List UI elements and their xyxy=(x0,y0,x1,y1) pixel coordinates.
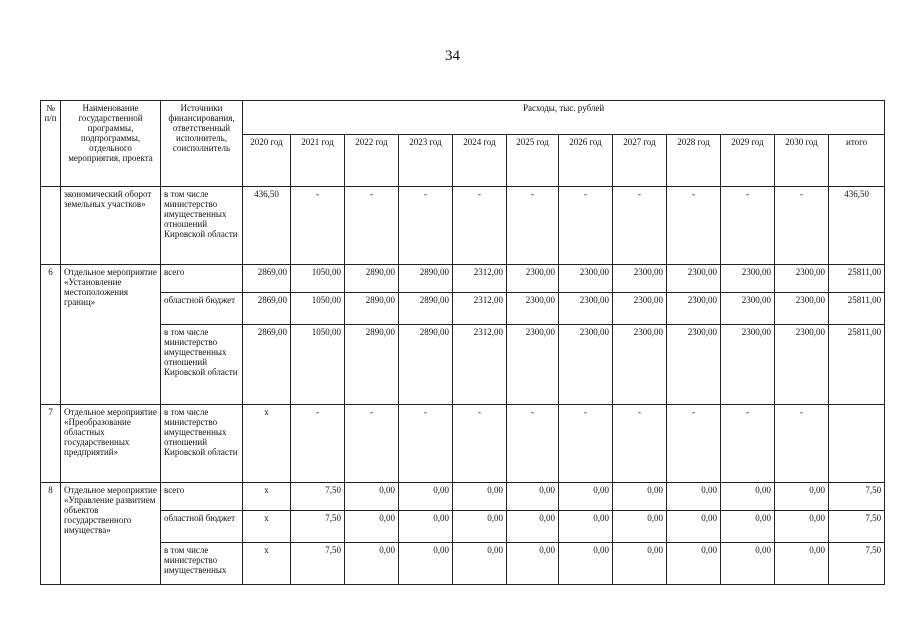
cell-2030: 0,00 xyxy=(775,483,829,511)
cell-2029: - xyxy=(721,405,775,483)
cell-2022: - xyxy=(345,405,399,483)
cell-2028: 0,00 xyxy=(667,511,721,543)
header-expenses: Расходы, тыс. рублей xyxy=(243,101,885,135)
cell-2024: 0,00 xyxy=(453,483,507,511)
header-year-2020: 2020 год xyxy=(243,135,291,187)
cell-total: 7,50 xyxy=(829,543,885,585)
cell-2022: - xyxy=(345,187,399,265)
cell-2027: - xyxy=(613,405,667,483)
header-year-2025: 2025 год xyxy=(507,135,559,187)
cell-2023: 0,00 xyxy=(399,511,453,543)
budget-table xyxy=(40,100,885,585)
cell-2025: 2300,00 xyxy=(507,293,559,325)
cell-2020: 436,50 xyxy=(243,187,291,265)
row-no xyxy=(41,187,61,265)
cell-2021: 7,50 xyxy=(291,511,345,543)
row-source: в том числе министерство имущественных отношений Кировской области xyxy=(161,405,243,483)
cell-total: 25811,00 xyxy=(829,293,885,325)
cell-2029: 0,00 xyxy=(721,511,775,543)
table-row xyxy=(41,483,885,511)
cell-2029: 2300,00 xyxy=(721,325,775,405)
cell-2023: 0,00 xyxy=(399,483,453,511)
cell-2023: - xyxy=(399,187,453,265)
cell-2029: 0,00 xyxy=(721,543,775,585)
cell-2026: 2300,00 xyxy=(559,265,613,293)
cell-2027: 0,00 xyxy=(613,543,667,585)
header-source: Источники финансирования, ответственный исполнитель, соисполнитель xyxy=(161,101,243,187)
cell-2022: 2890,00 xyxy=(345,265,399,293)
cell-2029: 0,00 xyxy=(721,483,775,511)
cell-2022: 0,00 xyxy=(345,483,399,511)
cell-2029: - xyxy=(721,187,775,265)
cell-2029: 2300,00 xyxy=(721,293,775,325)
header-year-2029: 2029 год xyxy=(721,135,775,187)
cell-2020: 2869,00 xyxy=(243,293,291,325)
row-no: 6 xyxy=(41,265,61,405)
cell-2024: 0,00 xyxy=(453,511,507,543)
cell-2020: x xyxy=(243,405,291,483)
row-source: всего xyxy=(161,265,243,293)
cell-2026: - xyxy=(559,187,613,265)
table-row xyxy=(41,325,885,405)
row-source: в том числе министерство имущественных отношений Кировской области xyxy=(161,187,243,265)
cell-2021: 7,50 xyxy=(291,543,345,585)
cell-2030: 2300,00 xyxy=(775,265,829,293)
cell-2025: - xyxy=(507,187,559,265)
row-source: областной бюджет xyxy=(161,511,243,543)
cell-2030: 0,00 xyxy=(775,543,829,585)
header-year-2028: 2028 год xyxy=(667,135,721,187)
row-source: в том числе министерство имущественных отношений Кировской области xyxy=(161,325,243,405)
cell-total: 7,50 xyxy=(829,483,885,511)
cell-2025: 0,00 xyxy=(507,543,559,585)
header-year-2026: 2026 год xyxy=(559,135,613,187)
header-year-2023: 2023 год xyxy=(399,135,453,187)
table-row xyxy=(41,511,885,543)
cell-2028: 2300,00 xyxy=(667,325,721,405)
cell-2028: 0,00 xyxy=(667,543,721,585)
cell-total: 7,50 xyxy=(829,511,885,543)
cell-2027: 2300,00 xyxy=(613,293,667,325)
cell-2030: - xyxy=(775,187,829,265)
header-year-2027: 2027 год xyxy=(613,135,667,187)
cell-2022: 2890,00 xyxy=(345,293,399,325)
table-row xyxy=(41,543,885,585)
cell-total: 25811,00 xyxy=(829,325,885,405)
cell-2023: 2890,00 xyxy=(399,265,453,293)
cell-2024: 2312,00 xyxy=(453,265,507,293)
cell-2027: - xyxy=(613,187,667,265)
cell-2023: 2890,00 xyxy=(399,293,453,325)
row-no: 8 xyxy=(41,483,61,585)
cell-2020: x xyxy=(243,511,291,543)
cell-2026: 0,00 xyxy=(559,483,613,511)
cell-2025: 0,00 xyxy=(507,483,559,511)
cell-2030: - xyxy=(775,405,829,483)
page-number: 34 xyxy=(445,48,460,64)
cell-2021: - xyxy=(291,187,345,265)
cell-2025: 2300,00 xyxy=(507,325,559,405)
cell-total xyxy=(829,405,885,483)
row-name: Отдельное мероприятие «Установление местоположения границ» xyxy=(61,265,161,405)
cell-2021: 1050,00 xyxy=(291,293,345,325)
cell-2027: 0,00 xyxy=(613,483,667,511)
cell-2021: 7,50 xyxy=(291,483,345,511)
row-source: областной бюджет xyxy=(161,293,243,325)
cell-2026: 0,00 xyxy=(559,543,613,585)
cell-total: 25811,00 xyxy=(829,265,885,293)
row-no: 7 xyxy=(41,405,61,483)
header-year-2024: 2024 год xyxy=(453,135,507,187)
cell-2026: - xyxy=(559,405,613,483)
cell-2021: 1050,00 xyxy=(291,265,345,293)
cell-2026: 0,00 xyxy=(559,511,613,543)
cell-2024: 2312,00 xyxy=(453,293,507,325)
cell-2027: 0,00 xyxy=(613,511,667,543)
cell-2030: 0,00 xyxy=(775,511,829,543)
table-row xyxy=(41,293,885,325)
cell-2028: - xyxy=(667,405,721,483)
cell-2023: 2890,00 xyxy=(399,325,453,405)
header-name: Наименование государственной программы, подпрограммы, отдельного мероприятия, проекта xyxy=(61,101,161,187)
cell-2023: 0,00 xyxy=(399,543,453,585)
cell-2024: - xyxy=(453,187,507,265)
cell-2025: 0,00 xyxy=(507,511,559,543)
cell-2024: 0,00 xyxy=(453,543,507,585)
cell-2020: x xyxy=(243,483,291,511)
cell-2021: - xyxy=(291,405,345,483)
cell-2030: 2300,00 xyxy=(775,293,829,325)
row-name: Отдельное мероприятие «Преобразование областных государственных предприятий» xyxy=(61,405,161,483)
cell-2020: 2869,00 xyxy=(243,325,291,405)
cell-2022: 0,00 xyxy=(345,511,399,543)
cell-2030: 2300,00 xyxy=(775,325,829,405)
cell-2026: 2300,00 xyxy=(559,325,613,405)
cell-2021: 1050,00 xyxy=(291,325,345,405)
row-source: в том числе министерство имущественных xyxy=(161,543,243,585)
header-no: № п/п xyxy=(41,101,61,187)
table-row xyxy=(41,187,885,265)
cell-2027: 2300,00 xyxy=(613,325,667,405)
header-total: итого xyxy=(829,135,885,187)
cell-2022: 2890,00 xyxy=(345,325,399,405)
cell-2025: 2300,00 xyxy=(507,265,559,293)
row-name: Отдельное мероприятие «Управление развитием объектов государственного имущества» xyxy=(61,483,161,585)
cell-2025: - xyxy=(507,405,559,483)
cell-2023: - xyxy=(399,405,453,483)
header-year-2030: 2030 год xyxy=(775,135,829,187)
table-row xyxy=(41,265,885,293)
cell-2028: 2300,00 xyxy=(667,265,721,293)
header-year-2021: 2021 год xyxy=(291,135,345,187)
cell-2020: 2869,00 xyxy=(243,265,291,293)
cell-2028: 0,00 xyxy=(667,483,721,511)
cell-2029: 2300,00 xyxy=(721,265,775,293)
cell-2027: 2300,00 xyxy=(613,265,667,293)
cell-2026: 2300,00 xyxy=(559,293,613,325)
row-name: экономический оборот земельных участков» xyxy=(61,187,161,265)
cell-2028: - xyxy=(667,187,721,265)
cell-2022: 0,00 xyxy=(345,543,399,585)
row-source: всего xyxy=(161,483,243,511)
table-row xyxy=(41,405,885,483)
header-year-2022: 2022 год xyxy=(345,135,399,187)
cell-2024: - xyxy=(453,405,507,483)
cell-2024: 2312,00 xyxy=(453,325,507,405)
cell-2020: x xyxy=(243,543,291,585)
cell-total: 436,50 xyxy=(829,187,885,265)
cell-2028: 2300,00 xyxy=(667,293,721,325)
